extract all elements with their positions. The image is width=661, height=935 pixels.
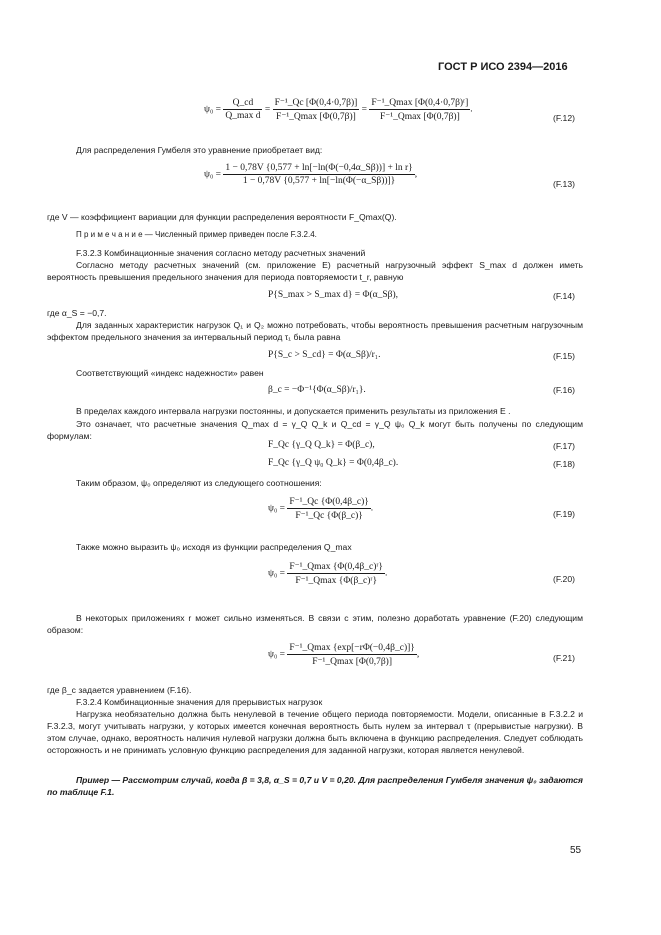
equation-f12-number: (F.12)	[553, 113, 575, 123]
equation-f13-number: (F.13)	[553, 179, 575, 189]
equation-f21: ψ₀ = $\frac{\text{F⁻¹\_Qmax \{exp[−rΦ(−0,4β\_c)]\}}}{\text{F⁻¹\_Qmax [Φ(0,7β)]}}$ ,	[268, 643, 420, 667]
thus-text: Таким образом, ψ₀ определяют из следующего соотношения:	[76, 478, 322, 488]
equation-f20: ψ₀ = $\frac{\text{F⁻¹\_Qmax \{Φ(0,4β\_c)ʳ\}}}{\text{F⁻¹\_Qmax \{Φ(β\_c)ʳ\}}}$ .	[268, 562, 388, 586]
example-text: Пример — Рассмотрим случай, когда β = 3,8, α_S = 0,7 и V = 0,20. Для распределения Гумбеля значения ψ₀ задаются по таблице F.1.	[47, 775, 583, 797]
equation-f17: F_Qc {γ_Q Q_k} = Φ(β_c),	[268, 440, 375, 450]
reliability-index-text: Соответствующий «индекс надежности» равен	[76, 368, 264, 378]
paragraph-design-values: Это означает, что расчетные значения Q_max d = γ_Q Q_k и Q_cd = γ_Q ψ₀ Q_k могут быть получены по следующим формулам:	[47, 419, 583, 441]
beta-c-text: где β_c задается уравнением (F.16).	[47, 685, 192, 695]
equation-f18-number: (F.18)	[553, 459, 575, 469]
paragraph-refine-f20: В некоторых приложениях r может сильно изменяться. В связи с этим, полезно доработать уравнение (F.20) следующим образом:	[47, 613, 583, 635]
equation-f12: ψ₀ = $\frac{Q\_cd}{\text{Q\_max d}}$ = $\frac{\text{F⁻¹\_Qc [Φ(0,4·0,7β)]}}{\text{F⁻¹\_Qmax [Φ(0,7β)]}}$ = $\frac{\text{F⁻¹\_Qmax [Φ(0,4·0,7β)ʳ]}}{\text{F⁻¹\_Qmax [Φ(0,7β)]}}$ .	[204, 98, 473, 122]
equation-f21-number: (F.21)	[553, 653, 575, 663]
equation-f20-number: (F.20)	[553, 574, 575, 584]
document-id: ГОСТ Р ИСО 2394—2016	[438, 61, 568, 73]
equation-f15: P{S_c > S_cd} = Φ(α_Sβ)/r₁.	[268, 350, 381, 360]
equation-f19-number: (F.19)	[553, 509, 575, 519]
constant-loads-text: В пределах каждого интервала нагрузки постоянны, и допускается применить результаты из приложения Е .	[76, 406, 511, 416]
page-number: 55	[570, 845, 582, 856]
equation-f17-number: (F.17)	[553, 441, 575, 451]
gumbel-intro-text: Для распределения Гумбеля это уравнение приобретает вид:	[76, 145, 323, 155]
equation-f16: β_c = −Φ⁻¹{Φ(α_Sβ)/r₁}.	[268, 385, 366, 395]
also-text: Также можно выразить ψ₀ исходя из функции распределения Q_max	[76, 542, 352, 552]
equation-f19: ψ₀ = $\frac{\text{F⁻¹\_Qc \{Φ(0,4β\_c)\}}}{\text{F⁻¹\_Qc \{Φ(β\_c)\}}}$ .	[268, 497, 374, 521]
equation-f13: ψ₀ = $\frac{\text{1 − 0,78V \{0,577 + ln[−ln(Φ(−0,4α\_Sβ))] + ln r\}}}{1 - 0,78V \{0,577 + \ln[-\ln(\Phi(-\alpha\_S\beta))]\}}$ ,	[204, 163, 418, 186]
equation-f14-number: (F.14)	[553, 291, 575, 301]
equation-f18: F_Qc {γ_Q ψ₀ Q_k} = Φ(0,4β_c).	[268, 458, 399, 468]
paragraph-f324: Нагрузка необязательно должна быть ненулевой в течение общего периода повторяемости. Модели, описанные в F.3.2.2 и F.3.2.3, могут учитывать нагрузки, у которых имеется конечная вероятность быть нулем за интервал τ (прерывистые нагрузки). В этом случае, однако, вероятность наличия нулевой нагрузки должна быть включена в функцию распределения. Следует соблюдать осторожность и не принимать условную функцию распределения для заданной нагрузки, которая является ненулевой.	[47, 709, 583, 755]
equation-f15-number: (F.15)	[553, 351, 575, 361]
section-heading-f323: F.3.2.3 Комбинационные значения согласно методу расчетных значений	[76, 248, 366, 258]
alpha-s-text: где α_S = −0,7.	[47, 308, 107, 318]
v-definition-text: где V — коэффициент вариации для функции распределения вероятности F_Qmax(Q).	[47, 212, 397, 222]
paragraph-f323: Согласно методу расчетных значений (см. приложение Е) расчетный нагрузочный эффект S_max d должен иметь вероятность превышения предельного значения для периода повторяемости t_r, равную	[47, 260, 583, 282]
note-text: П р и м е ч а н и е — Численный пример приведен после F.3.2.4.	[76, 230, 317, 239]
equation-f14: P{S_max > S_max d} = Φ(α_Sβ),	[268, 290, 399, 300]
paragraph-characteristics: Для заданных характеристик нагрузок Q₁ и Q₂ можно потребовать, чтобы вероятность превышения расчетным нагрузочным эффектом предельного значения за интервальный период τ₁ была равна	[47, 320, 583, 342]
section-heading-f324: F.3.2.4 Комбинационные значения для прерывистых нагрузок	[76, 697, 323, 707]
equation-f16-number: (F.16)	[553, 385, 575, 395]
